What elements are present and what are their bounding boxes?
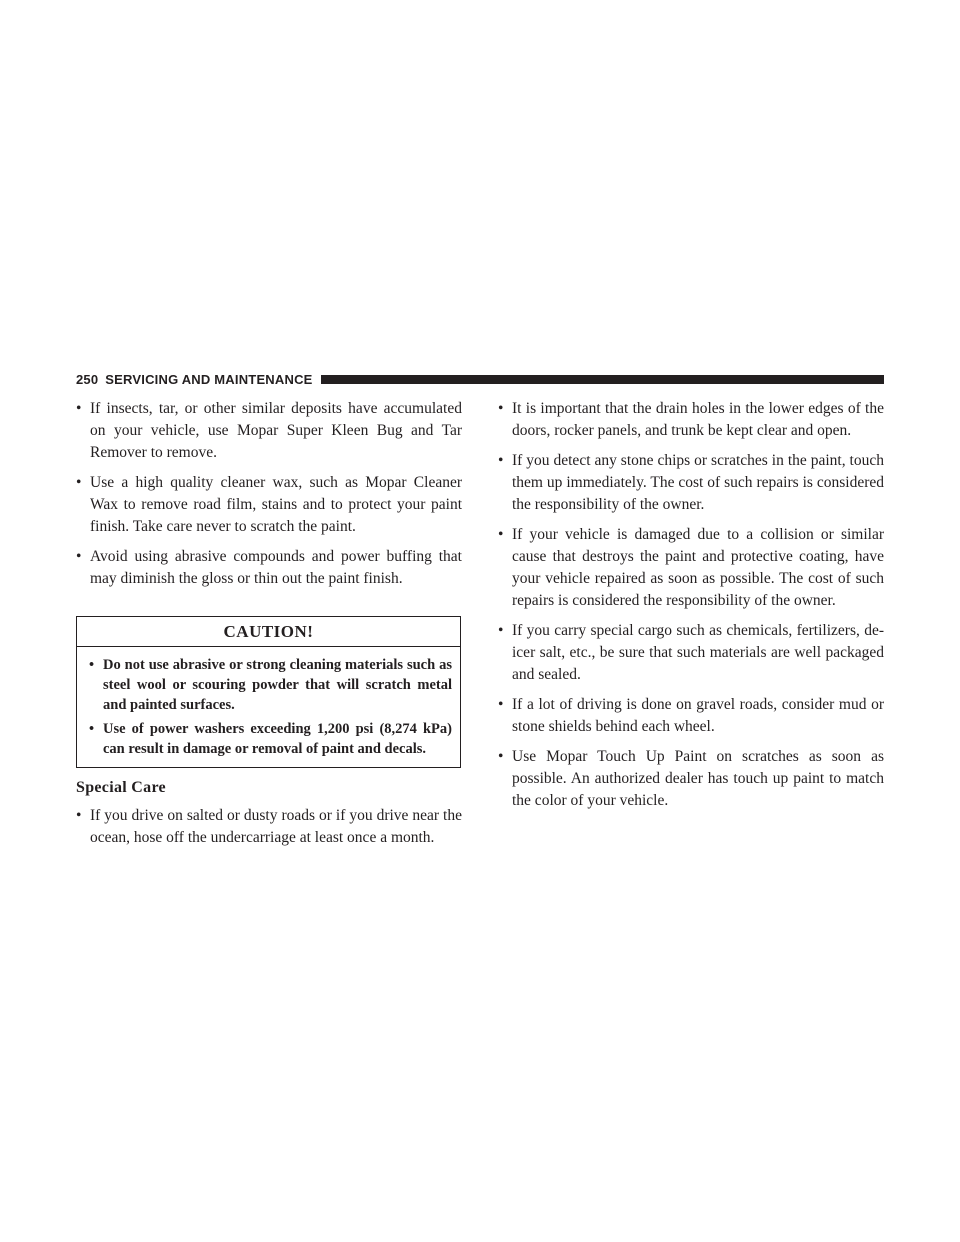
caution-box [76,616,461,768]
bullet-icon: • [498,696,504,713]
bullet-icon: • [76,807,82,824]
list-item-text: If insects, tar, or other similar deposits have accumulated on your vehicle, use Mopar Super Kleen Bug and Tar Remover to remove. [90,400,462,461]
list-item [498,746,884,812]
page-number: 250 [76,371,99,387]
bullet-icon: • [76,548,82,565]
caution-list [89,655,452,759]
list-item-text: If you detect any stone chips or scratches in the paint, touch them up immediately. The cost of such repairs is considered the responsibility of the owner. [512,452,884,513]
list-item [498,620,884,686]
list-item [76,805,462,849]
bullet-icon: • [76,474,82,491]
bullet-icon: • [498,400,504,417]
caution-item [89,719,452,759]
list-item [498,398,884,442]
list-item-text: If a lot of driving is done on gravel roads, consider mud or stone shields behind each wheel. [512,696,884,735]
list-item-text: If you drive on salted or dusty roads or if you drive near the ocean, hose off the undercarriage at least once a month. [90,807,462,846]
bullet-icon: • [498,526,504,543]
section-title: SERVICING AND MAINTENANCE [105,371,313,387]
list-item-text: If your vehicle is damaged due to a collision or similar cause that destroys the paint and protective coating, have your vehicle repaired as soon as possible. The cost of such repairs is considered the responsibility of the owner. [512,526,884,609]
left-column [76,398,462,857]
special-care-heading: Special Care [76,779,166,796]
header-rule [321,375,884,384]
list-item-text: Avoid using abrasive compounds and power buffing that may diminish the gloss or thin out the paint finish. [90,548,462,587]
bullet-icon: • [498,452,504,469]
list-item-text: If you carry special cargo such as chemicals, fertilizers, de-icer salt, etc., be sure that such materials are well packaged and sealed. [512,622,884,683]
list-item [76,546,462,590]
page-header [76,369,884,389]
bullet-icon: • [76,400,82,417]
caution-item [89,655,452,715]
bullet-icon: • [498,622,504,639]
list-item [498,450,884,516]
list-item [76,398,462,464]
list-item [76,472,462,538]
right-bullet-list [498,398,884,812]
list-item-text: Use a high quality cleaner wax, such as Mopar Cleaner Wax to remove road film, stains and to protect your paint finish. Take care never to scratch the paint. [90,474,462,535]
caution-title: CAUTION! [77,617,460,647]
right-column [498,398,884,820]
caution-item-text: Use of power washers exceeding 1,200 psi (8,274 kPa) can result in damage or removal of paint and decals. [103,721,452,757]
list-item [498,524,884,612]
caution-item-text: Do not use abrasive or strong cleaning materials such as steel wool or scouring powder that will scratch metal and painted surfaces. [103,657,452,713]
left-bullet-list [76,398,462,590]
bullet-icon: • [89,721,95,737]
list-item-text: Use Mopar Touch Up Paint on scratches as soon as possible. An authorized dealer has touch up paint to match the color of your vehicle. [512,748,884,809]
bullet-icon: • [89,657,95,673]
special-care-list [76,805,462,849]
list-item-text: It is important that the drain holes in the lower edges of the doors, rocker panels, and trunk be kept clear and open. [512,400,884,439]
bullet-icon: • [498,748,504,765]
caution-body [77,647,460,767]
list-item [498,694,884,738]
